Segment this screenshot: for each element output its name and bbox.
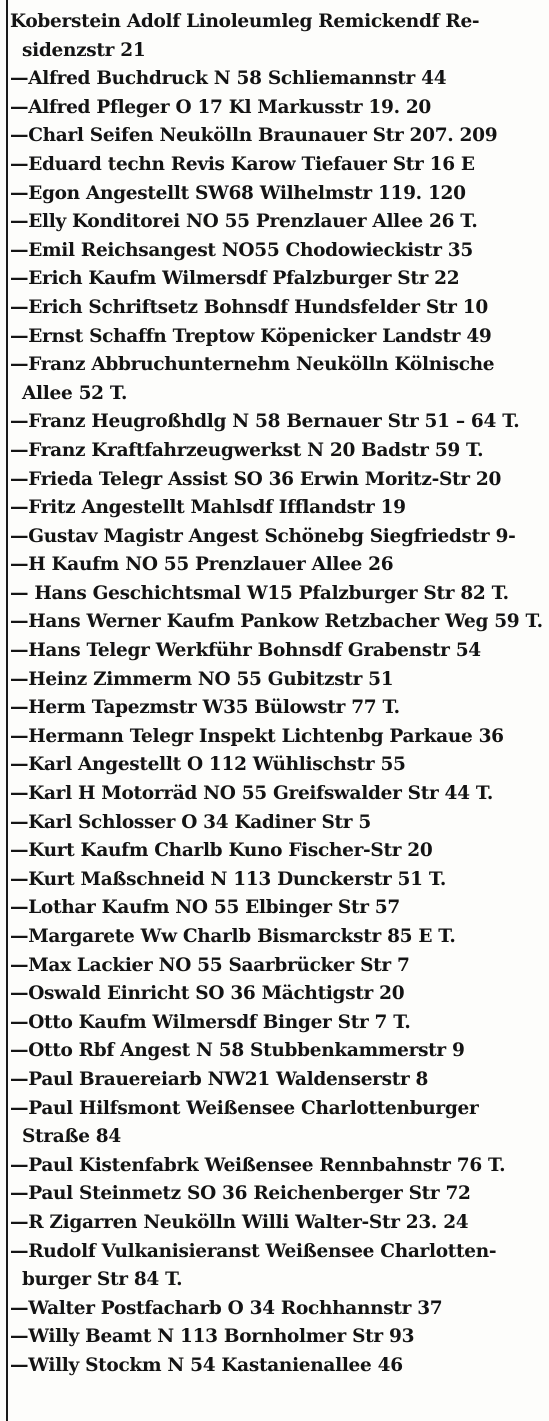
- directory-entry-line: —Paul Steinmetz SO 36 Reichenberger Str 72: [10, 1183, 471, 1205]
- entry-continuation-line: Allee 52 T.: [22, 382, 128, 404]
- directory-entry-line: —Oswald Einricht SO 36 Mächtigstr 20: [10, 983, 405, 1005]
- directory-entry-line: —R Zigarren Neukölln Willi Walter-Str 23. 24: [10, 1211, 469, 1233]
- directory-entry-line: —Otto Kaufm Wilmersdf Binger Str 7 T.: [10, 1011, 411, 1033]
- directory-entry-line: —Elly Konditorei NO 55 Prenzlauer Allee 26 T.: [10, 211, 478, 233]
- directory-entry-line: —Heinz Zimmerm NO 55 Gubitzstr 51: [10, 668, 394, 690]
- directory-entry-line: —Hans Werner Kaufm Pankow Retzbacher Weg 59 T.: [10, 611, 543, 633]
- entry-continuation-line: sidenzstr 21: [22, 39, 146, 61]
- directory-entry-line: —Alfred Pfleger O 17 Kl Markusstr 19. 20: [10, 96, 431, 118]
- directory-entry-line: —Emil Reichsangest NO55 Chodowieckistr 35: [10, 239, 473, 261]
- directory-entry-line: —Karl H Motorräd NO 55 Greifswalder Str 44 T.: [10, 783, 494, 805]
- directory-entry-line: —Lothar Kaufm NO 55 Elbinger Str 57: [10, 897, 400, 919]
- directory-entry-line: —Franz Heugroßhdlg N 58 Bernauer Str 51 – 64 T.: [10, 411, 520, 433]
- directory-entry-line: —Margarete Ww Charlb Bismarckstr 85 E T.: [10, 926, 456, 947]
- directory-entry-line: —Ernst Schaffn Treptow Köpenicker Landstr 49: [10, 325, 492, 347]
- directory-entry-line: —Hermann Telegr Inspekt Lichtenbg Parkaue 36: [10, 725, 504, 747]
- directory-entry-line: —Karl Schlosser O 34 Kadiner Str 5: [10, 811, 371, 833]
- directory-entry-line: —Franz Abbruchunternehm Neukölln Kölnische: [10, 354, 495, 376]
- directory-entry-line: —Eduard techn Revis Karow Tiefauer Str 16 E: [10, 153, 475, 175]
- directory-entry-line: —Willy Stockm N 54 Kastanienallee 46: [10, 1354, 403, 1376]
- directory-entry-line: —Frieda Telegr Assist SO 36 Erwin Moritz-Str 20: [10, 468, 502, 490]
- directory-entry-line: —Rudolf Vulkanisieranst Weißensee Charlotten-: [10, 1240, 497, 1262]
- directory-entry-line: —Paul Brauereiarb NW21 Waldenserstr 8: [10, 1068, 429, 1090]
- directory-entry-line: —Willy Beamt N 113 Bornholmer Str 93: [10, 1326, 415, 1348]
- directory-entry-line: —Fritz Angestellt Mahlsdf Ifflandstr 19: [10, 497, 406, 519]
- directory-entry-line: —Walter Postfacharb O 34 Rochhannstr 37: [10, 1297, 443, 1319]
- directory-entry-line: —H Kaufm NO 55 Prenzlauer Allee 26: [10, 554, 394, 576]
- directory-entry-line: —Paul Kistenfabrk Weißensee Rennbahnstr 76 T.: [10, 1154, 506, 1176]
- directory-entry-list: [10, 8, 546, 1381]
- directory-entry-line: —Charl Seifen Neukölln Braunauer Str 207. 209: [10, 125, 498, 147]
- directory-entry-line: —Egon Angestellt SW68 Wilhelmstr 119. 120: [10, 182, 466, 204]
- directory-entry-line: —Paul Hilfsmont Weißensee Charlottenburger: [10, 1097, 479, 1119]
- directory-entry-line: — Hans Geschichtsmal W15 Pfalzburger Str 82 T.: [10, 582, 509, 604]
- directory-entry-line: —Hans Telegr Werkführ Bohnsdf Grabenstr 54: [10, 640, 481, 662]
- directory-entry-line: —Franz Kraftfahrzeugwerkst N 20 Badstr 59 T.: [10, 439, 484, 461]
- directory-entry-line: —Gustav Magistr Angest Schönebg Siegfriedstr 9-: [10, 525, 516, 547]
- directory-entry-line: —Karl Angestellt O 112 Wühlischstr 55: [10, 754, 406, 776]
- directory-entry-line: —Herm Tapezmstr W35 Bülowstr 77 T.: [10, 697, 400, 719]
- directory-entry-line: —Kurt Kaufm Charlb Kuno Fischer-Str 20: [10, 840, 433, 862]
- column-rule: [6, 0, 8, 1421]
- entry-continuation-line: burger Str 84 T.: [22, 1269, 183, 1291]
- directory-entry-line: —Alfred Buchdruck N 58 Schliemannstr 44: [10, 68, 447, 90]
- entry-continuation-line: Straße 84: [22, 1126, 121, 1148]
- directory-entry-line: —Erich Schriftsetz Bohnsdf Hundsfelder Str 10: [10, 296, 488, 318]
- directory-entry-line: —Max Lackier NO 55 Saarbrücker Str 7: [10, 954, 410, 976]
- directory-entry-line: —Otto Rbf Angest N 58 Stubbenkammerstr 9: [10, 1040, 465, 1062]
- directory-entry-line: —Erich Kaufm Wilmersdf Pfalzburger Str 22: [10, 268, 460, 290]
- directory-entry-line: —Kurt Maßschneid N 113 Dunckerstr 51 T.: [10, 868, 447, 890]
- directory-entry-line: Koberstein Adolf Linoleumleg Remickendf Re-: [10, 11, 480, 32]
